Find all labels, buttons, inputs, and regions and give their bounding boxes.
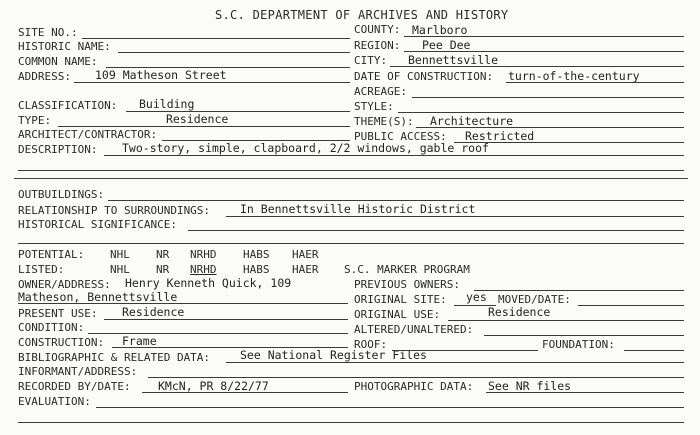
owner-address-line2: Matheson, Bennettsville xyxy=(18,290,178,304)
evaluation-label: EVALUATION: xyxy=(18,395,91,408)
type-field[interactable] xyxy=(58,126,350,127)
type-label: TYPE: xyxy=(18,114,52,127)
informant-field[interactable] xyxy=(148,377,684,378)
foundation-field[interactable] xyxy=(624,350,684,351)
description-value: Two-story, simple, clapboard, 2/2 windows, gable roof xyxy=(122,141,489,155)
classification-label: CLASSIFICATION: xyxy=(18,99,118,112)
owner-address-label: OWNER/ADDRESS: xyxy=(18,278,111,291)
moved-date-field[interactable] xyxy=(578,305,684,306)
previous-owners-field[interactable] xyxy=(474,290,684,291)
section-divider xyxy=(14,178,688,179)
potential-nr[interactable]: NR xyxy=(156,248,170,261)
page-title: S.C. DEPARTMENT OF ARCHIVES AND HISTORY xyxy=(215,8,509,22)
themes-value: Architecture xyxy=(430,114,514,128)
informant-label: INFORMANT/ADDRESS: xyxy=(18,365,138,378)
style-field[interactable] xyxy=(398,112,684,113)
historical-significance-field[interactable] xyxy=(188,230,684,231)
condition-label: CONDITION: xyxy=(18,321,85,334)
altered-field[interactable] xyxy=(484,335,684,336)
architect-label: ARCHITECT/CONTRACTOR: xyxy=(18,128,158,141)
relationship-label: RELATIONSHIP TO SURROUNDINGS: xyxy=(18,204,211,217)
listed-label: LISTED: xyxy=(18,263,65,276)
acreage-label: ACREAGE: xyxy=(354,85,407,98)
site-no-label: SITE NO.: xyxy=(18,26,78,39)
original-site-label: ORIGINAL SITE: xyxy=(354,293,447,306)
photographic-data-label: PHOTOGRAPHIC DATA: xyxy=(354,380,474,393)
acreage-field[interactable] xyxy=(412,97,684,98)
photographic-data-field[interactable] xyxy=(486,392,684,393)
original-site-value: yes xyxy=(466,290,487,304)
address-label: ADDRESS: xyxy=(18,70,71,83)
description-label: DESCRIPTION: xyxy=(18,143,98,156)
potential-nrhd[interactable]: NRHD xyxy=(190,248,217,261)
city-label: CITY: xyxy=(354,54,388,67)
historic-name-label: HISTORIC NAME: xyxy=(18,40,111,53)
potential-habs[interactable]: HABS xyxy=(243,248,270,261)
listed-nr[interactable]: NR xyxy=(156,263,170,276)
region-label: REGION: xyxy=(354,39,401,52)
classification-value: Building xyxy=(139,97,195,111)
date-construction-value: turn-of-the-century xyxy=(508,69,640,83)
listed-nhl[interactable]: NHL xyxy=(110,263,130,276)
construction-label: CONSTRUCTION: xyxy=(18,336,105,349)
owner-address-field[interactable] xyxy=(18,303,348,304)
public-access-label: PUBLIC ACCESS: xyxy=(354,130,447,143)
original-use-value: Residence xyxy=(488,305,551,319)
public-access-field[interactable] xyxy=(454,142,684,143)
evaluation-field[interactable] xyxy=(96,407,684,408)
moved-date-label: MOVED/DATE: xyxy=(498,293,571,306)
description-line-2[interactable] xyxy=(18,170,684,171)
bibliographic-field[interactable] xyxy=(226,362,684,363)
county-label: COUNTY: xyxy=(354,23,401,36)
recorded-by-label: RECORDED BY/DATE: xyxy=(18,380,131,393)
roof-label: ROOF: xyxy=(354,338,388,351)
recorded-by-field[interactable] xyxy=(142,392,348,393)
present-use-label: PRESENT USE: xyxy=(18,307,98,320)
relationship-value: In Bennettsville Historic District xyxy=(240,202,476,216)
bibliographic-value: See National Register Files xyxy=(240,348,427,362)
historic-name-field[interactable] xyxy=(118,52,350,53)
style-label: STYLE: xyxy=(354,100,394,113)
county-field[interactable] xyxy=(404,36,684,37)
original-use-label: ORIGINAL USE: xyxy=(354,308,441,321)
themes-label: THEME(S): xyxy=(354,115,414,128)
bibliographic-label: BIBLIOGRAPHIC & RELATED DATA: xyxy=(18,351,211,364)
site-no-field[interactable] xyxy=(82,38,350,39)
address-field[interactable] xyxy=(74,82,350,83)
listed-nrhd-selected[interactable]: NRHD xyxy=(190,263,217,276)
listed-habs[interactable]: HABS xyxy=(243,263,270,276)
roof-field[interactable] xyxy=(392,350,538,351)
description-field[interactable] xyxy=(104,155,684,156)
county-value: Marlboro xyxy=(412,23,468,37)
classification-field[interactable] xyxy=(126,111,350,112)
region-field[interactable] xyxy=(404,51,684,52)
city-field[interactable] xyxy=(390,66,684,67)
recorded-by-value: KMcN, PR 8/22/77 xyxy=(158,379,269,393)
type-value: Residence xyxy=(166,112,229,126)
region-value: Pee Dee xyxy=(422,38,471,52)
marker-program-label: S.C. MARKER PROGRAM xyxy=(344,263,470,276)
foundation-label: FOUNDATION: xyxy=(542,338,615,351)
date-construction-label: DATE OF CONSTRUCTION: xyxy=(354,70,494,83)
photographic-data-value: See NR files xyxy=(488,379,572,393)
outbuildings-label: OUTBUILDINGS: xyxy=(18,188,105,201)
evaluation-line-2[interactable] xyxy=(18,422,684,423)
themes-field[interactable] xyxy=(416,127,684,128)
present-use-value: Residence xyxy=(122,305,185,319)
previous-owners-label: PREVIOUS OWNERS: xyxy=(354,278,460,291)
public-access-value: Restricted xyxy=(465,129,535,143)
altered-label: ALTERED/UNALTERED: xyxy=(354,323,474,336)
historical-significance-line-2[interactable] xyxy=(18,243,684,244)
outbuildings-field[interactable] xyxy=(108,200,684,201)
date-construction-field[interactable] xyxy=(506,82,684,83)
potential-nhl[interactable]: NHL xyxy=(110,248,130,261)
city-value: Bennettsville xyxy=(408,53,499,67)
owner-address-line1: Henry Kenneth Quick, 109 xyxy=(125,276,292,290)
listed-haer[interactable]: HAER xyxy=(292,263,319,276)
potential-label: POTENTIAL: xyxy=(18,248,85,261)
construction-value: Frame xyxy=(122,334,157,348)
relationship-field[interactable] xyxy=(226,216,684,217)
present-use-field[interactable] xyxy=(104,319,348,320)
original-use-field[interactable] xyxy=(448,320,684,321)
common-name-label: COMMON NAME: xyxy=(18,55,98,68)
historical-significance-label: HISTORICAL SIGNIFICANCE: xyxy=(18,218,177,231)
potential-haer[interactable]: HAER xyxy=(292,248,319,261)
address-value: 109 Matheson Street xyxy=(95,68,227,82)
